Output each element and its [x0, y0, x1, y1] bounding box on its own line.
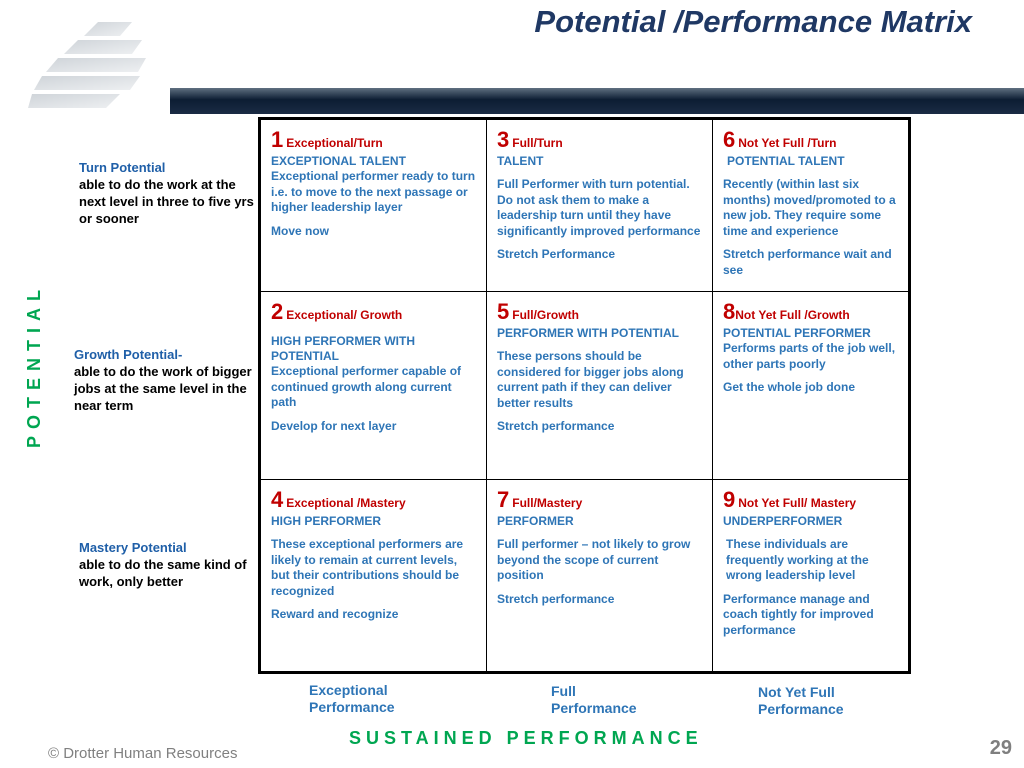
company-logo — [28, 20, 148, 112]
cell-subtitle: UNDERPERFORMER — [723, 514, 843, 528]
page-title: Potential /Performance Matrix — [534, 4, 972, 39]
column-label-line: Performance — [309, 699, 395, 715]
cell-title: Full/Mastery — [512, 496, 583, 510]
cell-action: Get the whole job done — [723, 380, 855, 394]
cell-title: Not Yet Full/ Mastery — [738, 496, 857, 510]
matrix-cell-8 — [713, 292, 908, 480]
column-label-not-yet-full — [758, 684, 844, 718]
title-divider-bar — [170, 88, 1024, 114]
matrix-cell-6 — [713, 120, 908, 292]
cell-subtitle: HIGH PERFORMER WITH POTENTIAL — [271, 334, 415, 363]
cell-subtitle: POTENTIAL PERFORMER — [723, 326, 871, 340]
row-label-growth — [74, 346, 254, 414]
cell-number: 6 — [723, 127, 736, 152]
column-label-line: Performance — [551, 700, 637, 716]
row-label-text: able to do the same kind of work, only better — [79, 557, 247, 589]
potential-performance-matrix — [258, 117, 911, 674]
column-label-line: Not Yet Full — [758, 684, 835, 700]
cell-subtitle: POTENTIAL TALENT — [727, 154, 845, 168]
cell-action: Move now — [271, 223, 330, 238]
cell-action: Stretch performance wait and see — [723, 247, 892, 277]
cell-title: Not Yet Full /Turn — [738, 136, 837, 150]
cell-number: 9 — [723, 487, 736, 512]
cell-title: Exceptional /Mastery — [286, 496, 406, 510]
potential-axis-label — [12, 270, 56, 460]
cell-number: 2 — [271, 299, 284, 324]
potential-axis-text: POTENTIAL — [23, 282, 44, 448]
column-label-exceptional — [309, 682, 395, 716]
row-label-text: able to do the work of bigger jobs at the same level in the near term — [74, 364, 252, 413]
page-number: 29 — [989, 737, 1012, 759]
cell-subtitle: TALENT — [497, 154, 544, 168]
cell-number: 8 — [723, 299, 736, 324]
matrix-cell-5 — [487, 292, 713, 480]
performance-axis-label: SUSTAINED PERFORMANCE — [349, 728, 703, 748]
cell-description: Exceptional performer ready to turn i.e. to move to the next passage or higher leadership layer — [271, 169, 476, 214]
matrix-cell-2 — [261, 292, 487, 480]
matrix-cell-3 — [487, 120, 713, 292]
cell-title: Exceptional/Turn — [286, 136, 383, 150]
cell-action: Performance manage and coach tightly for improved performance — [723, 591, 874, 637]
cell-number: 4 — [271, 487, 284, 512]
cell-subtitle: HIGH PERFORMER — [271, 514, 382, 528]
cell-description: Performs parts of the job well, other parts poorly — [723, 341, 896, 371]
cell-action: Develop for next layer — [271, 418, 397, 433]
cell-title: Full/Growth — [512, 308, 579, 322]
copyright-text: © Drotter Human Resources — [48, 745, 238, 762]
matrix-cell-7 — [487, 480, 713, 671]
cell-number: 7 — [497, 487, 510, 512]
row-label-text: able to do the work at the next level in three to five yrs or sooner — [79, 177, 254, 226]
cell-subtitle: EXCEPTIONAL TALENT — [271, 154, 406, 168]
cell-description: These individuals are frequently working at the wrong leadership level — [726, 537, 869, 582]
cell-number: 5 — [497, 299, 510, 324]
cell-description: Recently (within last six months) moved/promoted to a new job. They require some time and experience — [723, 177, 896, 238]
cell-title: Full/Turn — [512, 136, 563, 150]
cell-number: 1 — [271, 127, 284, 152]
row-label-head: Turn Potential — [79, 160, 166, 175]
cell-action: Stretch performance — [497, 591, 615, 606]
cell-title: Not Yet Full /Growth — [735, 308, 850, 322]
cell-description: Full Performer with turn potential. Do not ask them to make a leadership turn until they have significantly improved performance — [497, 177, 701, 238]
cell-description: Exceptional performer capable of continued growth along current path — [271, 364, 462, 409]
row-label-mastery — [79, 539, 254, 590]
cell-action: Reward and recognize — [271, 607, 399, 621]
cell-number: 3 — [497, 127, 510, 152]
row-label-head: Mastery Potential — [79, 540, 187, 555]
cell-action: Stretch performance — [497, 419, 615, 433]
cell-action: Stretch Performance — [497, 247, 616, 261]
matrix-cell-4 — [261, 480, 487, 671]
cell-description: These persons should be considered for bigger jobs along current path if they can deliver better results — [497, 349, 684, 410]
row-label-head: Growth Potential- — [74, 347, 183, 362]
matrix-cell-1 — [261, 120, 487, 292]
cell-subtitle: PERFORMER — [497, 514, 574, 528]
column-label-line: Performance — [758, 701, 844, 717]
column-label-line: Full — [551, 683, 576, 699]
cell-description: These exceptional performers are likely to remain at current levels, but their contributions should be recognized — [271, 537, 464, 598]
cell-title: Exceptional/ Growth — [286, 308, 403, 322]
matrix-cell-9 — [713, 480, 908, 671]
column-label-line: Exceptional — [309, 682, 388, 698]
row-label-turn — [79, 159, 254, 227]
column-label-full — [551, 683, 637, 717]
cell-description: Full performer – not likely to grow beyond the scope of current position — [497, 537, 691, 582]
cell-subtitle: PERFORMER WITH POTENTIAL — [497, 326, 679, 340]
